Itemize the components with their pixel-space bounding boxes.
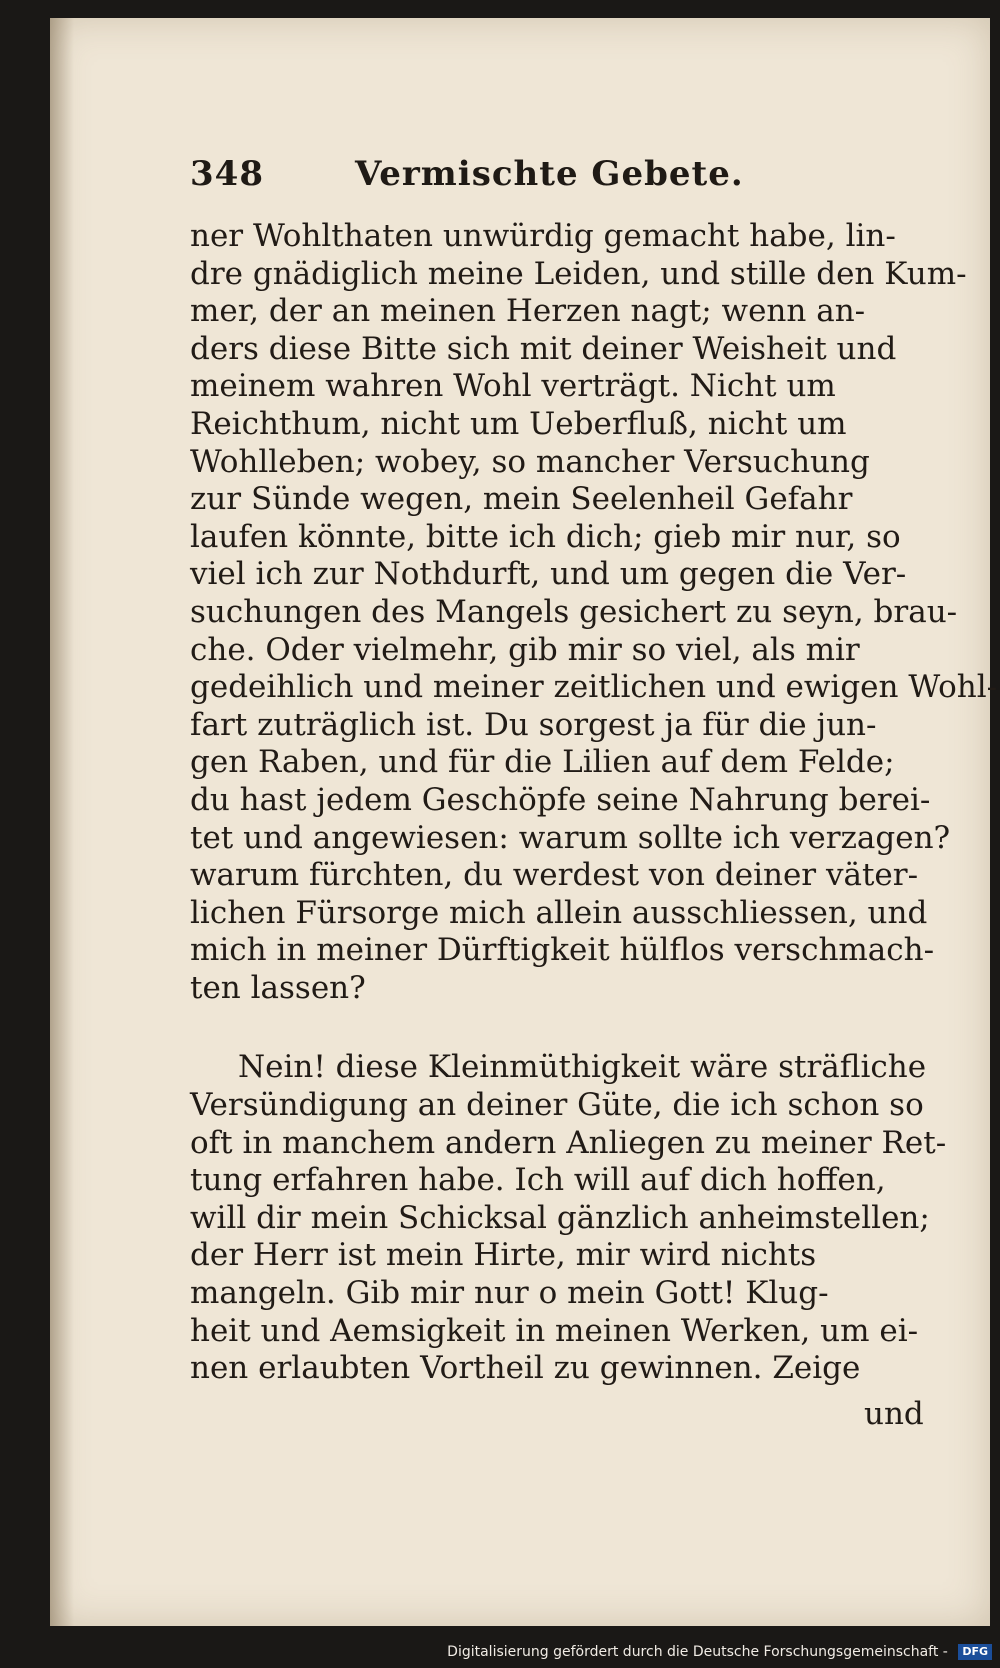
text-line: che. Oder vielmehr, gib mir so viel, als mir bbox=[190, 631, 860, 668]
text-line: Reichthum, nicht um Ueberfluß, nicht um bbox=[190, 405, 847, 442]
text-line: tung erfahren habe. Ich will auf dich hoffen, bbox=[190, 1162, 886, 1199]
text-line: viel ich zur Nothdurft, und um gegen die Ver- bbox=[190, 556, 907, 593]
text-line: dre gnädiglich meine Leiden, und stille den Kum- bbox=[190, 255, 967, 292]
text-line: ders diese Bitte sich mit deiner Weisheit und bbox=[190, 330, 897, 367]
text-line: Nein! diese Kleinmüthigkeit wäre sträfliche bbox=[238, 1049, 927, 1086]
book-page bbox=[50, 18, 998, 1626]
page-header bbox=[190, 146, 790, 206]
text-line: oft in manchem andern Anliegen zu meiner Ret- bbox=[190, 1124, 947, 1161]
running-head: Vermischte Gebete. bbox=[355, 154, 744, 194]
text-line: heit und Aemsigkeit in meinen Werken, um ei- bbox=[190, 1312, 919, 1349]
page-number: 348 bbox=[190, 154, 264, 194]
text-line: mangeln. Gib mir nur o mein Gott! Klug- bbox=[190, 1275, 829, 1312]
text-line: ten lassen? bbox=[190, 969, 366, 1006]
text-line: der Herr ist mein Hirte, mir wird nichts bbox=[190, 1237, 817, 1274]
text-line: tet und angewiesen: warum sollte ich verzagen? bbox=[190, 819, 951, 856]
text-line: gedeihlich und meiner zeitlichen und ewigen Wohl- bbox=[190, 669, 998, 706]
text-line: suchungen des Mangels gesichert zu seyn, brau- bbox=[190, 593, 958, 630]
text-line: meinem wahren Wohl verträgt. Nicht um bbox=[190, 368, 836, 405]
text-line: zur Sünde wegen, mein Seelenheil Gefahr bbox=[190, 481, 853, 518]
text-line: will dir mein Schicksal gänzlich anheimstellen; bbox=[190, 1199, 930, 1236]
text-line: mer, der an meinen Herzen nagt; wenn an- bbox=[190, 293, 866, 330]
paragraph-2 bbox=[190, 1049, 970, 1387]
text-line: lichen Fürsorge mich allein ausschliessen, und bbox=[190, 894, 928, 931]
text-line: gen Raben, und für die Lilien auf dem Felde; bbox=[190, 744, 895, 781]
text-line: ner Wohlthaten unwürdig gemacht habe, lin- bbox=[190, 218, 896, 254]
text-line: mich in meiner Dürftigkeit hülflos verschmach- bbox=[190, 932, 935, 969]
digitization-footer bbox=[0, 1638, 992, 1666]
text-line: Wohlleben; wobey, so mancher Versuchung bbox=[190, 443, 870, 480]
text-line: laufen könnte, bitte ich dich; gieb mir nur, so bbox=[190, 518, 901, 555]
dfg-logo: DFG bbox=[958, 1644, 992, 1660]
funding-credit: Digitalisierung gefördert durch die Deutsche Forschungsgemeinschaft - bbox=[447, 1644, 948, 1660]
text-line: warum fürchten, du werdest von deiner väter- bbox=[190, 857, 919, 894]
text-line: nen erlaubten Vortheil zu gewinnen. Zeige bbox=[190, 1350, 861, 1387]
paragraph-1 bbox=[190, 218, 998, 1007]
catchword: und bbox=[864, 1396, 924, 1432]
text-line: Versündigung an deiner Güte, die ich schon so bbox=[190, 1087, 924, 1124]
text-line: fart zuträglich ist. Du sorgest ja für die jun- bbox=[190, 706, 877, 743]
body-text bbox=[190, 218, 998, 1388]
text-line: du hast jedem Geschöpfe seine Nahrung berei- bbox=[190, 781, 931, 818]
